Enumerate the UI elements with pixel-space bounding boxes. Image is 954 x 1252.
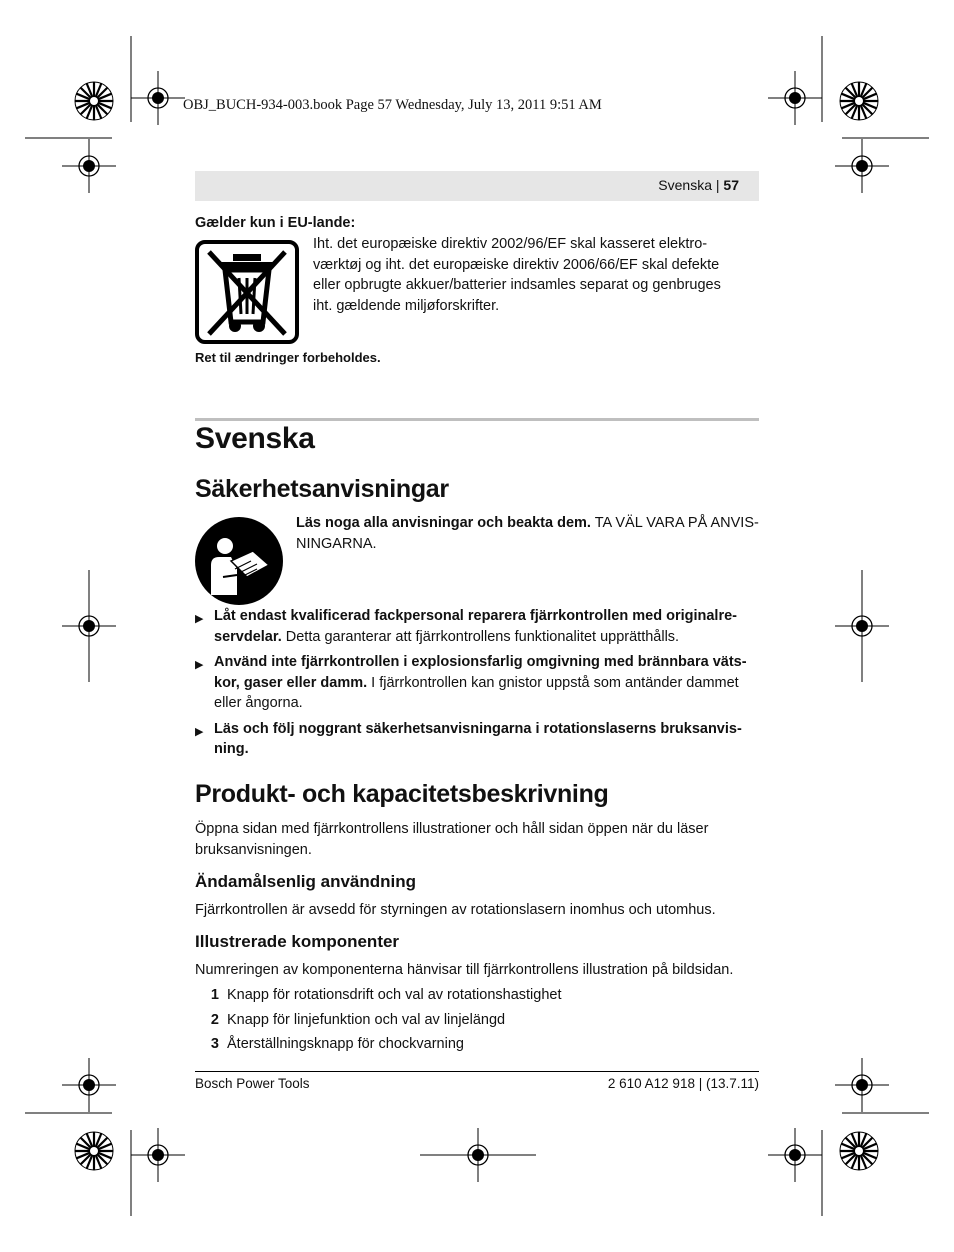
eu-text-line: Iht. det europæiske direktiv 2002/96/EF skal kasseret elektro-: [313, 236, 708, 252]
bullet-arrow-icon: ▶: [195, 725, 204, 738]
product-intro-line: bruksanvisningen.: [195, 841, 312, 858]
bullet-line: Låt endast kvalificerad fackpersonal reparera fjärrkontrollen med originalre-: [214, 608, 737, 624]
footer-right: 2 610 A12 918 | (13.7.11): [607, 1076, 759, 1091]
bullet-line: Läs och följ noggrant säkerhetsanvisningarna i rotationslaserns bruksanvis-: [214, 720, 742, 737]
component-number: 3: [210, 1036, 219, 1052]
component-label: Knapp för linjefunktion och val av linjelängd: [227, 1011, 506, 1028]
list-item: [195, 652, 761, 714]
running-head: [195, 171, 759, 201]
components-list: [195, 985, 562, 1055]
safety-intro-text: NINGARNA.: [296, 535, 377, 552]
eu-label: Gælder kun i EU-lande:: [195, 215, 356, 231]
component-label: Återställningsknapp för chockvarning: [227, 1036, 464, 1052]
safety-bullet-list: [195, 606, 761, 760]
product-intro-line: Öppna sidan med fjärrkontrollens illustrationer och håll sidan öppen när du läser: [195, 821, 709, 837]
list-item: [195, 606, 761, 647]
bullet-text: Detta garanterar att fjärrkontrollens funktionalitet upprätthålls.: [281, 628, 680, 645]
components-heading: Illustrerade komponenter: [195, 932, 400, 951]
intended-use-heading: Ändamålsenlig användning: [195, 872, 417, 891]
safety-intro: [296, 513, 760, 554]
intended-use-text: Fjärrkontrollen är avsedd för styrningen av rotationslasern inomhus och utomhus.: [195, 902, 716, 918]
bullet-text: I fjärrkontrollen kan gnistor uppstå som antänder dammet: [367, 674, 739, 691]
component-number: 1: [210, 987, 219, 1003]
bullet-arrow-icon: ▶: [195, 613, 204, 625]
list-item: [195, 1034, 562, 1055]
section-divider: [195, 418, 759, 421]
bullet-line: Använd inte fjärrkontrollen i explosionsfarlig omgivning med brännbara väts-: [214, 654, 747, 670]
components-text: Numreringen av komponenterna hänvisar till fjärrkontrollens illustration på bildsidan.: [195, 962, 734, 978]
product-heading: Produkt- och kapacitetsbeskrivning: [195, 780, 609, 808]
weee-bin-icon: [195, 240, 299, 344]
bullet-text: eller ångorna.: [214, 695, 303, 711]
list-item: [195, 719, 761, 760]
read-manual-icon: [195, 517, 283, 605]
bullet-bold: ning.: [214, 741, 249, 757]
page-number: 57: [723, 177, 739, 193]
eu-text: [313, 234, 721, 316]
bullet-arrow-icon: ▶: [195, 659, 204, 671]
bullet-bold: kor, gaser eller damm.: [214, 674, 368, 691]
rights-reserved-note: Ret til ændringer forbeholdes.: [195, 350, 381, 365]
bullet-bold: servdelar.: [214, 628, 282, 645]
running-head-language: Svenska: [658, 177, 712, 193]
eu-text-line: iht. gældende miljøforskrifter.: [313, 297, 500, 314]
list-item: [195, 1010, 562, 1031]
print-header: OBJ_BUCH-934-003.book Page 57 Wednesday, July 13, 2011 9:51 AM: [183, 97, 602, 113]
safety-intro-bold: Läs noga alla anvisningar och beakta dem.: [296, 515, 591, 531]
list-item: [195, 985, 562, 1006]
safety-heading: Säkerhetsanvisningar: [195, 475, 449, 503]
eu-text-line: værktøj og iht. det europæiske direktiv 2006/66/EF skal defekte: [313, 256, 720, 273]
section-title: Svenska: [195, 422, 315, 455]
component-number: 2: [210, 1011, 219, 1028]
eu-text-line: eller opbrugte akkuer/batterier indsamles separat og genbruges: [313, 277, 721, 293]
component-label: Knapp för rotationsdrift och val av rotationshastighet: [227, 987, 562, 1003]
footer-rule: [195, 1071, 759, 1072]
running-head-separator: |: [715, 177, 720, 193]
footer-left: Bosch Power Tools: [195, 1076, 310, 1091]
product-intro: [195, 819, 708, 860]
safety-intro-text: TA VÄL VARA PÅ ANVIS-: [590, 515, 759, 531]
